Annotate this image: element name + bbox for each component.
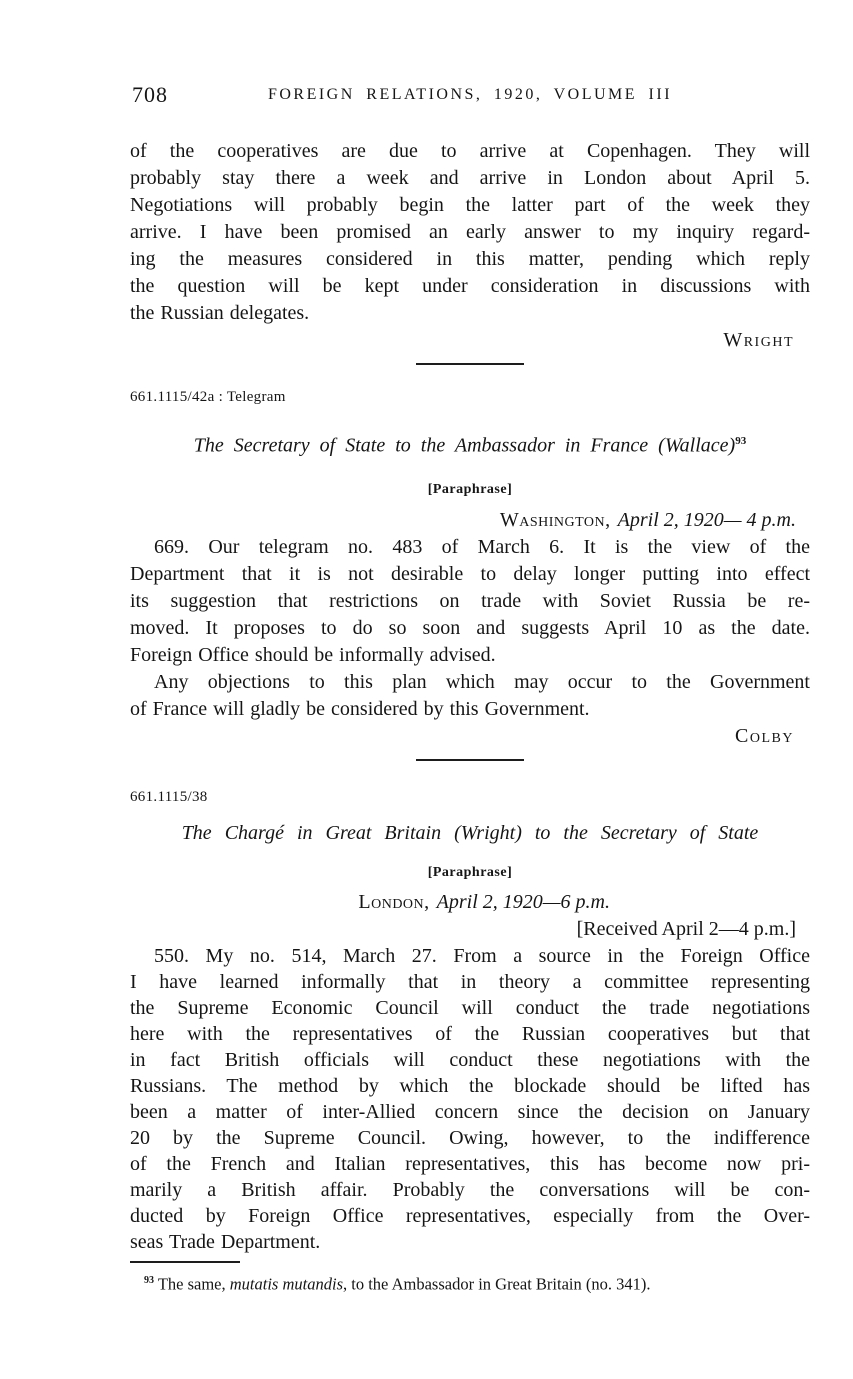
paragraph-objections bbox=[130, 669, 810, 723]
text-line: ing the measures considered in this matter, pending which reply bbox=[130, 248, 810, 270]
text-line: here with the representatives of the Russian cooperatives but that bbox=[130, 1022, 810, 1045]
section-divider bbox=[416, 759, 524, 761]
signature-colby: Colby bbox=[735, 724, 794, 747]
dateline-place: London, bbox=[358, 890, 430, 913]
text-line: been a matter of inter-Allied concern since the decision on January bbox=[130, 1100, 810, 1123]
text-line: moved. It proposes to do so soon and suggests April 10 as the date. bbox=[130, 616, 810, 639]
dateline-date: April 2, 1920—6 p.m. bbox=[436, 890, 610, 913]
text-line: seas Trade Department. bbox=[130, 1230, 321, 1253]
dateline-date: April 2, 1920— 4 p.m. bbox=[617, 508, 796, 531]
received-line: [Received April 2—4 p.m.] bbox=[576, 917, 796, 940]
file-reference: 661.1115/38 bbox=[130, 788, 208, 805]
footnote-italic-text: mutatis mutandis bbox=[229, 1274, 343, 1294]
footnote bbox=[130, 1270, 810, 1296]
text-line: Russians. The method by which the blockade should be lifted has bbox=[130, 1074, 810, 1097]
text-line: in fact British officials will conduct these negotiations with the bbox=[130, 1048, 810, 1071]
running-head: FOREIGN RELATIONS, 1920, VOLUME III bbox=[267, 86, 673, 103]
paragraph-continuation bbox=[130, 138, 810, 327]
paraphrase-label: [Paraphrase] bbox=[427, 481, 513, 497]
text-line: marily a British affair. Probably the conversations will be con- bbox=[130, 1178, 810, 1201]
paragraph-550 bbox=[130, 943, 810, 1255]
text-line: Any objections to this plan which may occur to the Government bbox=[154, 670, 810, 693]
footnote-number: 93 bbox=[144, 1274, 154, 1286]
footnote-text: The same, bbox=[154, 1274, 230, 1294]
dateline-place: Washington, bbox=[499, 508, 611, 531]
document-title bbox=[130, 819, 810, 847]
text-line: the Russian delegates. bbox=[130, 302, 310, 324]
page-header bbox=[130, 82, 810, 112]
text-line: the Supreme Economic Council will conduct the trade negotiations bbox=[130, 996, 810, 1019]
text-line: 669. Our telegram no. 483 of March 6. It is the view of the bbox=[154, 535, 810, 558]
document-title-text: The Secretary of State to the Ambassador in France (Wallace) bbox=[193, 434, 736, 457]
paraphrase-label: [Paraphrase] bbox=[427, 864, 513, 880]
footnote-divider bbox=[130, 1261, 240, 1263]
text-line: I have learned informally that in theory a committee representing bbox=[130, 970, 810, 993]
document-title-text: The Chargé in Great Britain (Wright) to the Secretary of State bbox=[181, 821, 759, 844]
footnote-text: , to the Ambassador in Great Britain (no. 341). bbox=[343, 1274, 651, 1294]
document-title bbox=[130, 427, 810, 460]
text-line: of the cooperatives are due to arrive at Copenhagen. They will bbox=[130, 140, 810, 162]
signature-wright: Wright bbox=[723, 329, 794, 351]
text-line: Department that it is not desirable to delay longer putting into effect bbox=[130, 562, 810, 585]
text-line: probably stay there a week and arrive in London about April 5. bbox=[130, 167, 810, 189]
text-line: of the French and Italian representatives, this has become now pri- bbox=[130, 1152, 810, 1175]
text-line: ducted by Foreign Office representatives, especially from the Over- bbox=[130, 1204, 810, 1227]
dateline bbox=[130, 889, 810, 916]
footnote-reference-mark: 93 bbox=[735, 435, 747, 447]
paragraph-669 bbox=[130, 534, 810, 669]
page-number: 708 bbox=[132, 82, 168, 107]
text-line: its suggestion that restrictions on trade with Soviet Russia be re- bbox=[130, 589, 810, 612]
text-line: arrive. I have been promised an early answer to my inquiry regard- bbox=[130, 221, 810, 243]
dateline bbox=[130, 507, 810, 534]
section-divider bbox=[416, 363, 524, 365]
text-line: the question will be kept under consideration in discussions with bbox=[130, 275, 810, 297]
text-line: 550. My no. 514, March 27. From a source in the Foreign Office bbox=[154, 944, 810, 967]
text-line: Foreign Office should be informally advised. bbox=[130, 643, 496, 666]
file-reference: 661.1115/42a : Telegram bbox=[130, 389, 286, 405]
text-line: of France will gladly be considered by this Government. bbox=[130, 697, 590, 720]
text-line: 20 by the Supreme Council. Owing, however, to the indifference bbox=[130, 1126, 810, 1149]
text-line: Negotiations will probably begin the latter part of the week they bbox=[130, 194, 810, 216]
